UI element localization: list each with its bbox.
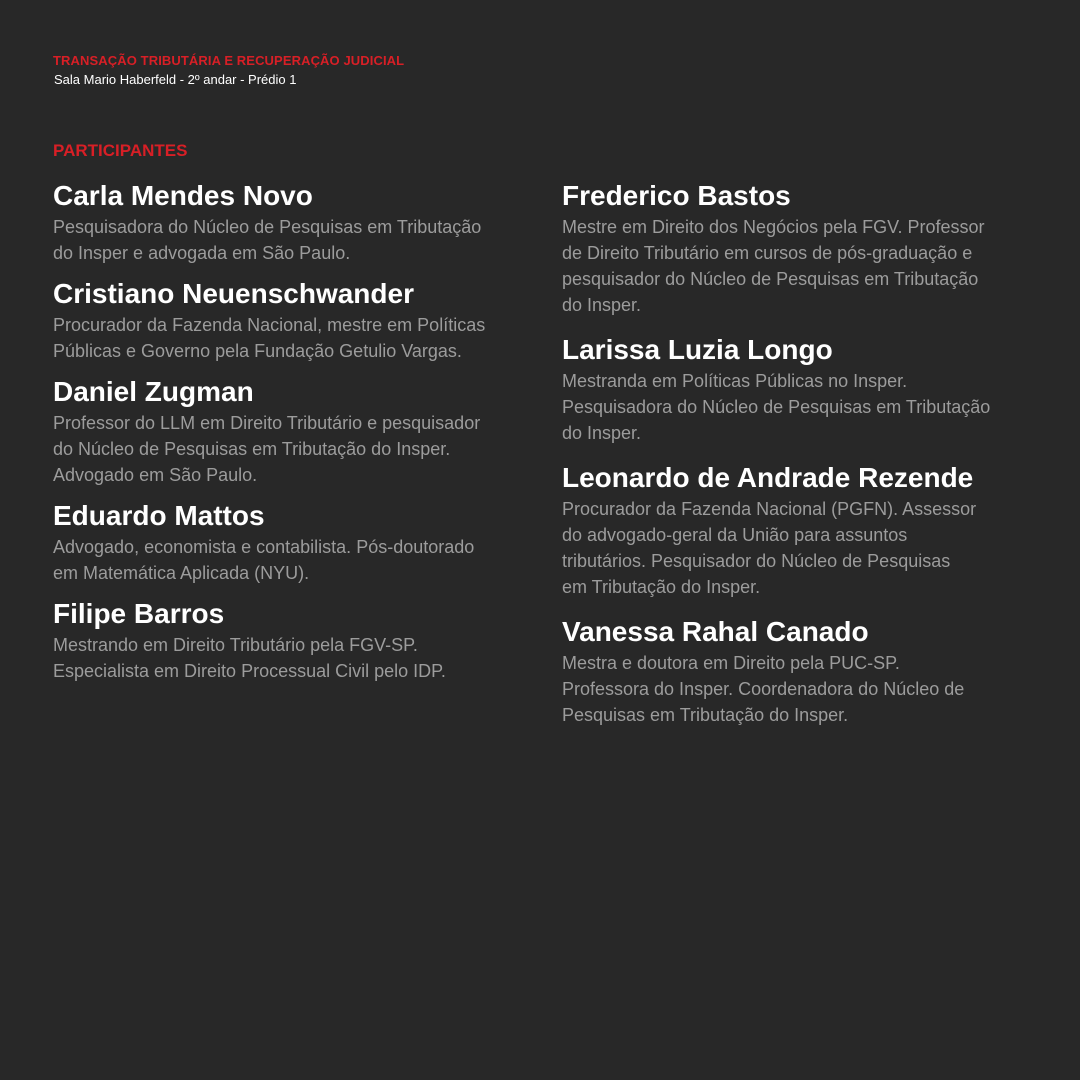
participant-card — [562, 178, 1052, 318]
participant-bio-line: do Insper. — [562, 423, 642, 443]
participant-bio-line: Mestra e doutora em Direito pela PUC-SP. — [562, 653, 900, 673]
participant-name: Leonardo de Andrade Rezende — [562, 462, 974, 493]
participant-bio-line: do advogado-geral da União para assuntos — [562, 525, 908, 545]
event-title: TRANSAÇÃO TRIBUTÁRIA E RECUPERAÇÃO JUDICIAL — [53, 53, 405, 68]
participant-bio-line: em Tributação do Insper. — [562, 577, 761, 597]
participant-card — [53, 498, 543, 586]
section-heading: PARTICIPANTES — [53, 141, 188, 160]
participant-bio-line: do Núcleo de Pesquisas em Tributação do Insper. — [53, 439, 451, 459]
participant-bio-line: Pesquisadora do Núcleo de Pesquisas em Tributação — [53, 217, 482, 237]
participant-bio-line: Advogado em São Paulo. — [53, 465, 258, 485]
participant-name: Larissa Luzia Longo — [562, 334, 833, 365]
participant-bio-line: do Insper e advogada em São Paulo. — [53, 243, 351, 263]
participant-name: Vanessa Rahal Canado — [562, 616, 869, 647]
participant-bio-line: em Matemática Aplicada (NYU). — [53, 563, 310, 583]
participant-bio-line: do Insper. — [562, 295, 642, 315]
participant-bio-line: tributários. Pesquisador do Núcleo de Pesquisas — [562, 551, 951, 571]
participants-left-column — [53, 178, 543, 684]
participant-name: Cristiano Neuenschwander — [53, 278, 414, 309]
participant-bio-line: Procurador da Fazenda Nacional (PGFN). Assessor — [562, 499, 977, 519]
participant-name: Carla Mendes Novo — [53, 180, 313, 211]
participant-card — [562, 460, 1052, 600]
participant-bio-line: pesquisador do Núcleo de Pesquisas em Tributação — [562, 269, 979, 289]
participant-bio-line: Mestre em Direito dos Negócios pela FGV. Professor — [562, 217, 985, 237]
participant-name: Daniel Zugman — [53, 376, 254, 407]
participant-bio-line: Procurador da Fazenda Nacional, mestre em Políticas — [53, 315, 486, 335]
participants-right-column — [562, 178, 1052, 728]
participant-card — [53, 596, 543, 684]
participant-card — [562, 332, 1052, 446]
participant-card — [53, 374, 543, 488]
participant-bio-line: Advogado, economista e contabilista. Pós-doutorado — [53, 537, 475, 557]
participant-card — [53, 276, 543, 364]
participant-name: Frederico Bastos — [562, 180, 791, 211]
participant-bio-line: Públicas e Governo pela Fundação Getulio Vargas. — [53, 341, 462, 361]
participant-bio-line: Pesquisadora do Núcleo de Pesquisas em Tributação — [562, 397, 991, 417]
participant-card — [562, 614, 1052, 728]
participant-name: Filipe Barros — [53, 598, 225, 629]
participant-bio-line: Mestranda em Políticas Públicas no Insper. — [562, 371, 908, 391]
participant-bio-line: de Direito Tributário em cursos de pós-graduação e — [562, 243, 973, 263]
participant-bio-line: Especialista em Direito Processual Civil pelo IDP. — [53, 661, 446, 681]
participant-bio-line: Pesquisas em Tributação do Insper. — [562, 705, 849, 725]
event-location: Sala Mario Haberfeld - 2º andar - Prédio 1 — [54, 72, 297, 87]
participant-card — [53, 178, 543, 266]
participant-bio-line: Professora do Insper. Coordenadora do Núcleo de — [562, 679, 965, 699]
participant-bio-line: Professor do LLM em Direito Tributário e pesquisador — [53, 413, 481, 433]
participant-bio-line: Mestrando em Direito Tributário pela FGV-SP. — [53, 635, 418, 655]
participant-name: Eduardo Mattos — [53, 500, 265, 531]
